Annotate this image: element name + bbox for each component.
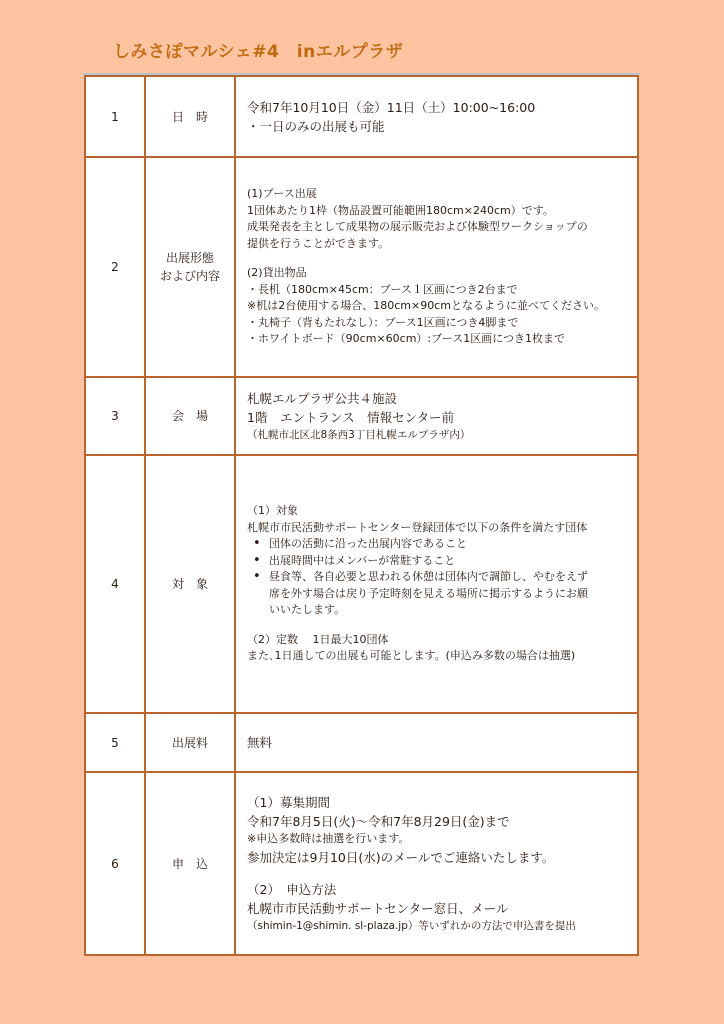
- eligibility-intro: 札幌市市民活動サポートセンター登録団体で以下の条件を満たす団体: [247, 520, 588, 534]
- capacity-note: また､1日通しての出展も可能とします。(申込み多数の場合は抽選): [247, 649, 576, 663]
- table-row-fee: [85, 713, 638, 772]
- row-content-fee: [235, 713, 638, 772]
- row-label-fee: 出展料: [145, 713, 235, 772]
- application-line: （2） 申込方法: [247, 881, 337, 897]
- row-number: 1: [85, 76, 145, 157]
- row-label-venue: 会 場: [145, 377, 235, 455]
- capacity-heading: （2）定数 1日最大10団体: [247, 632, 389, 646]
- spacer: [247, 867, 629, 880]
- row-content-application: [235, 772, 638, 955]
- eligibility-bullet: • 団体の活動に沿った出展内容であること: [247, 536, 629, 553]
- table-row-application: [85, 772, 638, 955]
- row-content-eligibility: [235, 455, 638, 713]
- eligibility-bullet: • 出展時間中はメンバーが常駐すること: [247, 553, 629, 570]
- datetime-line: 令和7年10月10日（金）11日（土）10:00~16:00: [247, 99, 536, 115]
- eligibility-heading: （1）対象: [247, 504, 298, 518]
- venue-line: 1階 エントランス 情報センター前: [247, 409, 455, 425]
- application-line: 令和7年8月5日(火)～令和7年8月29日(金)まで: [247, 814, 510, 829]
- venue-line: 札幌エルプラザ公共４施設: [247, 390, 398, 406]
- row-number: 5: [85, 713, 145, 772]
- eligibility-bullet: • 昼食等、各自必要と思われる休憩は団体内で調節し、やむをえず: [247, 569, 629, 586]
- format-line: ・長机（180cm×45cm：ブース１区画につき2台まで: [247, 282, 518, 296]
- table-row-venue: [85, 377, 638, 455]
- format-line: ※机は2台使用する場合、180cm×90cmとなるように並べてください。: [247, 299, 605, 313]
- table-row-eligibility: [85, 455, 638, 713]
- label-line: および内容: [159, 269, 220, 283]
- table-row-datetime: [85, 76, 638, 157]
- label-line: 出展形態: [165, 251, 214, 265]
- venue-address: （札幌市北区北8条西3丁目札幌エルプラザ内）: [247, 428, 471, 441]
- spacer: [247, 619, 629, 632]
- spacer: [247, 252, 629, 265]
- application-line: （1）募集期間: [247, 795, 330, 810]
- row-number: 4: [85, 455, 145, 713]
- table-row-format: [85, 157, 638, 377]
- datetime-note: ・一日のみの出展も可能: [247, 118, 385, 134]
- row-content-venue: [235, 377, 638, 455]
- eligibility-bullet-cont: いいたします。: [269, 603, 346, 617]
- application-line: （shimin-1@shimin. sl-plaza.jp）等いずれかの方法で申込書を提出: [247, 919, 576, 932]
- row-number: 2: [85, 157, 145, 377]
- application-line: 参加決定は9月10日(水)のメールでご連絡いたします。: [247, 849, 555, 865]
- row-label-eligibility: 対 象: [145, 455, 235, 713]
- application-line: 札幌市市民活動サポートセンター窓日、メール: [247, 900, 509, 916]
- row-label-datetime: 日 時: [145, 76, 235, 157]
- row-content-format: [235, 157, 638, 377]
- format-line: (1)ブース出展: [247, 187, 317, 201]
- row-label-application: 申 込: [145, 772, 235, 955]
- format-line: 成果発表を主として成果物の展示販売および体験型ワークショップの: [247, 220, 588, 234]
- application-line: ※申込多数時は抽選を行います。: [247, 832, 410, 845]
- format-line: 提供を行うことができます。: [247, 236, 390, 250]
- format-line: ・ホワイトボード（90cm×60cm）:ブース1区画につき1枚まで: [247, 332, 566, 346]
- row-number: 3: [85, 377, 145, 455]
- format-line: 1団体あたり1枠（物品設置可能範囲180cm×240cm）です。: [247, 203, 554, 217]
- row-label-format: [145, 157, 235, 377]
- format-line: ・丸椅子（背もたれなし）：ブース1区画につき4脚まで: [247, 315, 519, 329]
- row-content-datetime: [235, 76, 638, 157]
- format-line: (2)貸出物品: [247, 266, 307, 280]
- page-title: しみさぽマルシェ#4 inエルプラザ: [113, 42, 404, 62]
- eligibility-bullet-cont: 席を外す場合は戻り予定時刻を見える場所に掲示するようにお願: [269, 586, 588, 600]
- fee-value: 無料: [247, 735, 273, 750]
- info-table: [84, 75, 639, 956]
- row-number: 6: [85, 772, 145, 955]
